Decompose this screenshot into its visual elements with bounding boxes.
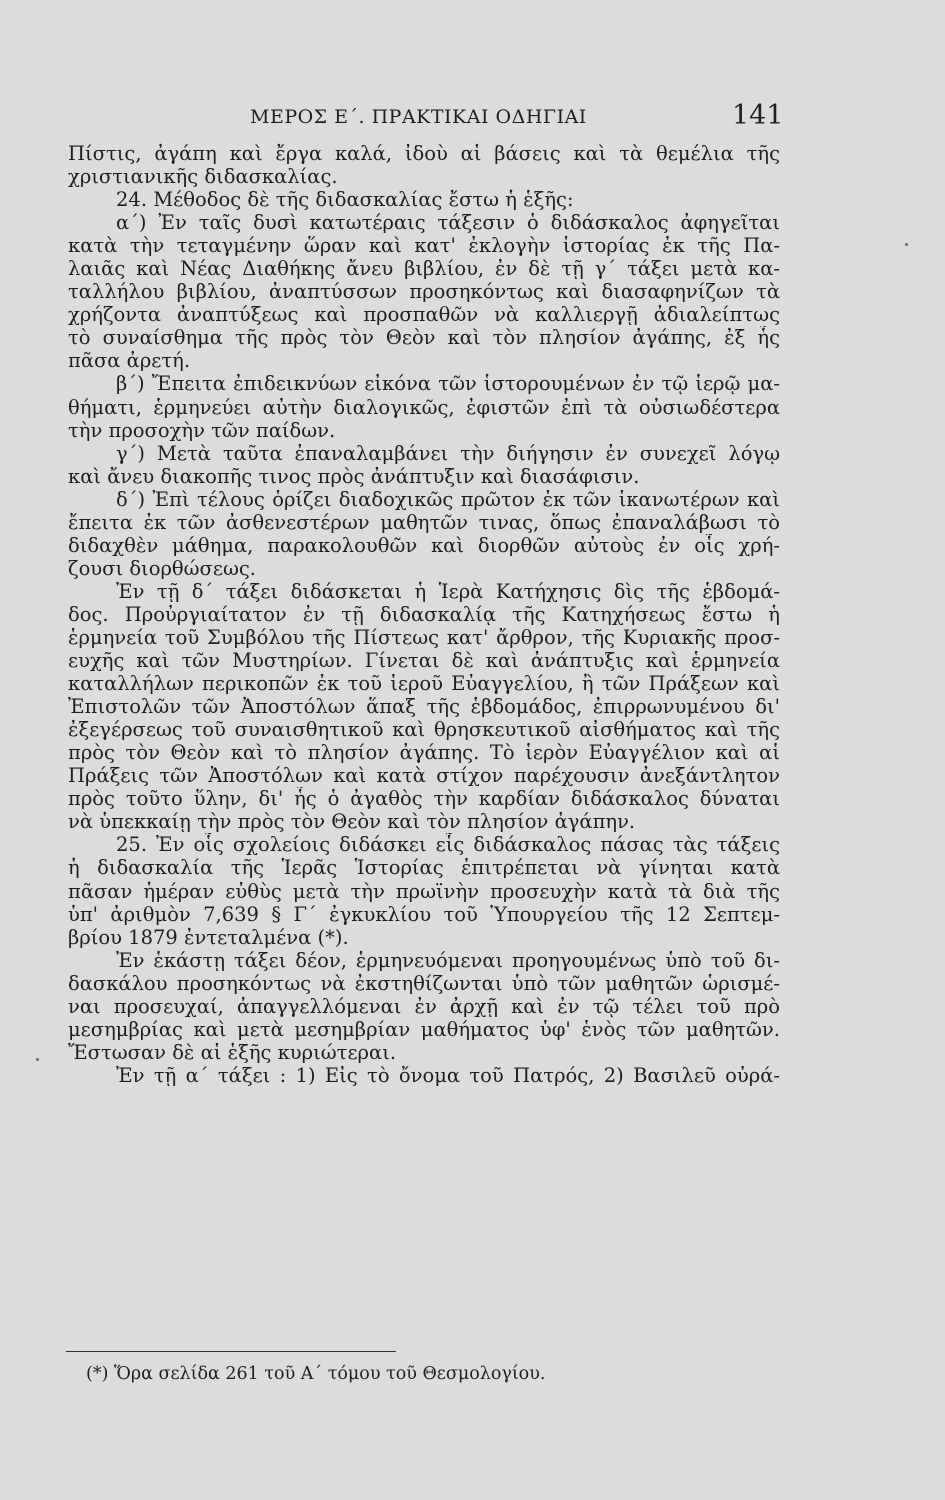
text-line: τὴν προσοχὴν τῶν παίδων. bbox=[68, 418, 336, 442]
text-line: Πίστις, ἀγάπη καὶ ἔργα καλά, ἰδοὺ αἱ βάσεις καὶ τὰ θεμέλια τῆς bbox=[68, 142, 780, 165]
text-line: 24. Μέθοδος δὲ τῆς διδασκαλίας ἔστω ἡ ἑξῆς: bbox=[116, 188, 574, 212]
text-line: ευχῆς καὶ τῶν Μυστηρίων. Γίνεται δὲ καὶ ἀνάπτυξις καὶ ἑρμηνεία bbox=[68, 649, 780, 673]
text-line: μεσημβρίας καὶ μετὰ μεσημβρίαν μαθήματος ὑφ' ἑνὸς τῶν μαθητῶν. bbox=[68, 1017, 780, 1041]
text-line: Ἔστωσαν δὲ αἱ ἑξῆς κυριώτεραι. bbox=[68, 1040, 397, 1064]
margin-speck bbox=[905, 243, 908, 246]
page-number: 141 bbox=[732, 100, 784, 131]
text-line: χρήζοντα ἀναπτύξεως καὶ προσπαθῶν νὰ καλλιεργῇ ἀδιαλείπτως bbox=[68, 303, 780, 327]
text-line: 25. Ἐν οἷς σχολείοις διδάσκει εἷς διδάσκαλος πάσας τὰς τάξεις bbox=[116, 833, 780, 857]
text-line: ἐξεγέρσεως τοῦ συναισθητικοῦ καὶ θρησκευτικοῦ αἰσθήματος καὶ τῆς bbox=[68, 718, 780, 742]
text-line: γ΄) Μετὰ ταῦτα ἐπαναλαμβάνει τὴν διήγησιν ἐν συνεχεῖ λόγῳ bbox=[116, 441, 780, 465]
text-line: ταλλήλου βιβλίου, ἀναπτύσσων προσηκόντως καὶ διασαφηνίζων τὰ bbox=[68, 280, 780, 304]
text-line: διδαχθὲν μάθημα, παρακολουθῶν καὶ διορθῶν αὐτοὺς ἐν οἷς χρή- bbox=[68, 533, 780, 557]
page-header bbox=[0, 100, 945, 140]
text-line: Ἐν τῇ α΄ τάξει : 1) Εἰς τὸ ὄνομα τοῦ Πατρός, 2) Βασιλεῦ οὐρά- bbox=[116, 1063, 780, 1087]
text-line: πᾶσαν ἡμέραν εὐθὺς μετὰ τὴν πρωϊνὴν προσευχὴν κατὰ τὰ διὰ τῆς bbox=[68, 879, 780, 903]
text-line: δος. Προὐργιαίτατον ἐν τῇ διδασκαλίᾳ τῆς Κατηχήσεως ἔστω ἡ bbox=[68, 602, 780, 626]
text-line: Ἐν ἑκάστῃ τάξει δέον, ἑρμηνευόμεναι προηγουμένως ὑπὸ τοῦ δι- bbox=[116, 948, 780, 972]
text-line: ἡ διδασκαλία τῆς Ἱερᾶς Ἱστορίας ἐπιτρέπεται νὰ γίνηται κατὰ bbox=[68, 856, 780, 880]
text-line: ναι προσευχαί, ἀπαγγελλόμεναι ἐν ἀρχῇ καὶ ἐν τῷ τέλει τοῦ πρὸ bbox=[68, 994, 780, 1018]
text-line: πᾶσα ἀρετή. bbox=[68, 349, 191, 373]
text-line: δασκάλου προσηκόντως νὰ ἐκστηθίζωνται ὑπὸ τῶν μαθητῶν ὡρισμέ- bbox=[68, 971, 780, 995]
text-line: ὑπ' ἀριθμὸν 7,639 § Γ΄ ἐγκυκλίου τοῦ Ὑπουργείου τῆς 12 Σεπτεμ- bbox=[68, 902, 780, 926]
text-line: Ἐπιστολῶν τῶν Ἀποστόλων ἅπαξ τῆς ἑβδομάδος, ἐπιρρωνυμένου δι' bbox=[68, 695, 780, 719]
text-line: ἔπειτα ἐκ τῶν ἀσθενεστέρων μαθητῶν τινας, ὅπως ἐπαναλάβωσι τὸ bbox=[68, 510, 780, 534]
text-line: θήματι, ἑρμηνεύει αὐτὴν διαλογικῶς, ἐφιστῶν ἐπὶ τὰ οὐσιωδέστερα bbox=[68, 395, 780, 419]
body-text bbox=[68, 142, 780, 1087]
running-head: ΜΕΡΟΣ Ε΄. ΠΡΑΚΤΙΚΑΙ ΟΔΗΓΙΑΙ bbox=[250, 106, 587, 128]
footnote-separator bbox=[66, 1351, 396, 1352]
text-line: τὸ συναίσθημα τῆς πρὸς τὸν Θεὸν καὶ τὸν πλησίον ἀγάπης, ἐξ ἧς bbox=[68, 326, 780, 350]
text-line: Ἐν τῇ δ΄ τάξει διδάσκεται ἡ Ἱερὰ Κατήχησις δὶς τῆς ἑβδομά- bbox=[116, 579, 780, 603]
text-line: καταλλήλων περικοπῶν ἐκ τοῦ ἱεροῦ Εὐαγγελίου, ἢ τῶν Πράξεων καὶ bbox=[68, 672, 780, 696]
text-line: β΄) Ἔπειτα ἐπιδεικνύων εἰκόνα τῶν ἱστορουμένων ἐν τῷ ἱερῷ μα- bbox=[116, 372, 780, 396]
text-line: ζουσι διορθώσεως. bbox=[68, 556, 256, 580]
text-line: νὰ ὑπεκκαίῃ τὴν πρὸς τὸν Θεὸν καὶ τὸν πλησίον ἀγάπην. bbox=[68, 810, 636, 834]
text-line: δ΄) Ἐπὶ τέλους ὁρίζει διαδοχικῶς πρῶτον ἐκ τῶν ἱκανωτέρων καὶ bbox=[116, 487, 780, 511]
footnote: (*) Ὅρα σελίδα 261 τοῦ Α΄ τόμου τοῦ Θεσμολογίου. bbox=[86, 1364, 546, 1384]
text-line: ἑρμηνεία τοῦ Συμβόλου τῆς Πίστεως κατ' ἄρθρον, τῆς Κυριακῆς προσ- bbox=[68, 625, 780, 649]
text-line: κατὰ τὴν τεταγμένην ὥραν καὶ κατ' ἐκλογὴν ἱστορίας ἐκ τῆς Πα- bbox=[68, 234, 780, 258]
text-line: πρὸς τοῦτο ὕλην, δι' ἧς ὁ ἀγαθὸς τὴν καρδίαν διδάσκαλος δύναται bbox=[68, 787, 780, 811]
margin-speck bbox=[36, 1058, 39, 1061]
text-line: χριστιανικῆς διδασκαλίας. bbox=[68, 165, 338, 189]
text-line: καὶ ἄνευ διακοπῆς τινος πρὸς ἀνάπτυξιν καὶ διασάφισιν. bbox=[68, 464, 640, 488]
text-line: πρὸς τὸν Θεὸν καὶ τὸ πλησίον ἀγάπης. Τὸ ἱερὸν Εὐαγγέλιον καὶ αἱ bbox=[68, 741, 780, 765]
text-line: α΄) Ἐν ταῖς δυσὶ κατωτέραις τάξεσιν ὁ διδάσκαλος ἀφηγεῖται bbox=[116, 211, 780, 235]
text-line: βρίου 1879 ἐντεταλμένα (*). bbox=[68, 925, 349, 949]
text-line: Πράξεις τῶν Ἀποστόλων καὶ κατὰ στίχον παρέχουσιν ἀνεξάντλητον bbox=[68, 764, 780, 788]
text-line: λαιᾶς καὶ Νέας Διαθήκης ἄνευ βιβλίου, ἐν δὲ τῇ γ΄ τάξει μετὰ κα- bbox=[68, 257, 780, 281]
